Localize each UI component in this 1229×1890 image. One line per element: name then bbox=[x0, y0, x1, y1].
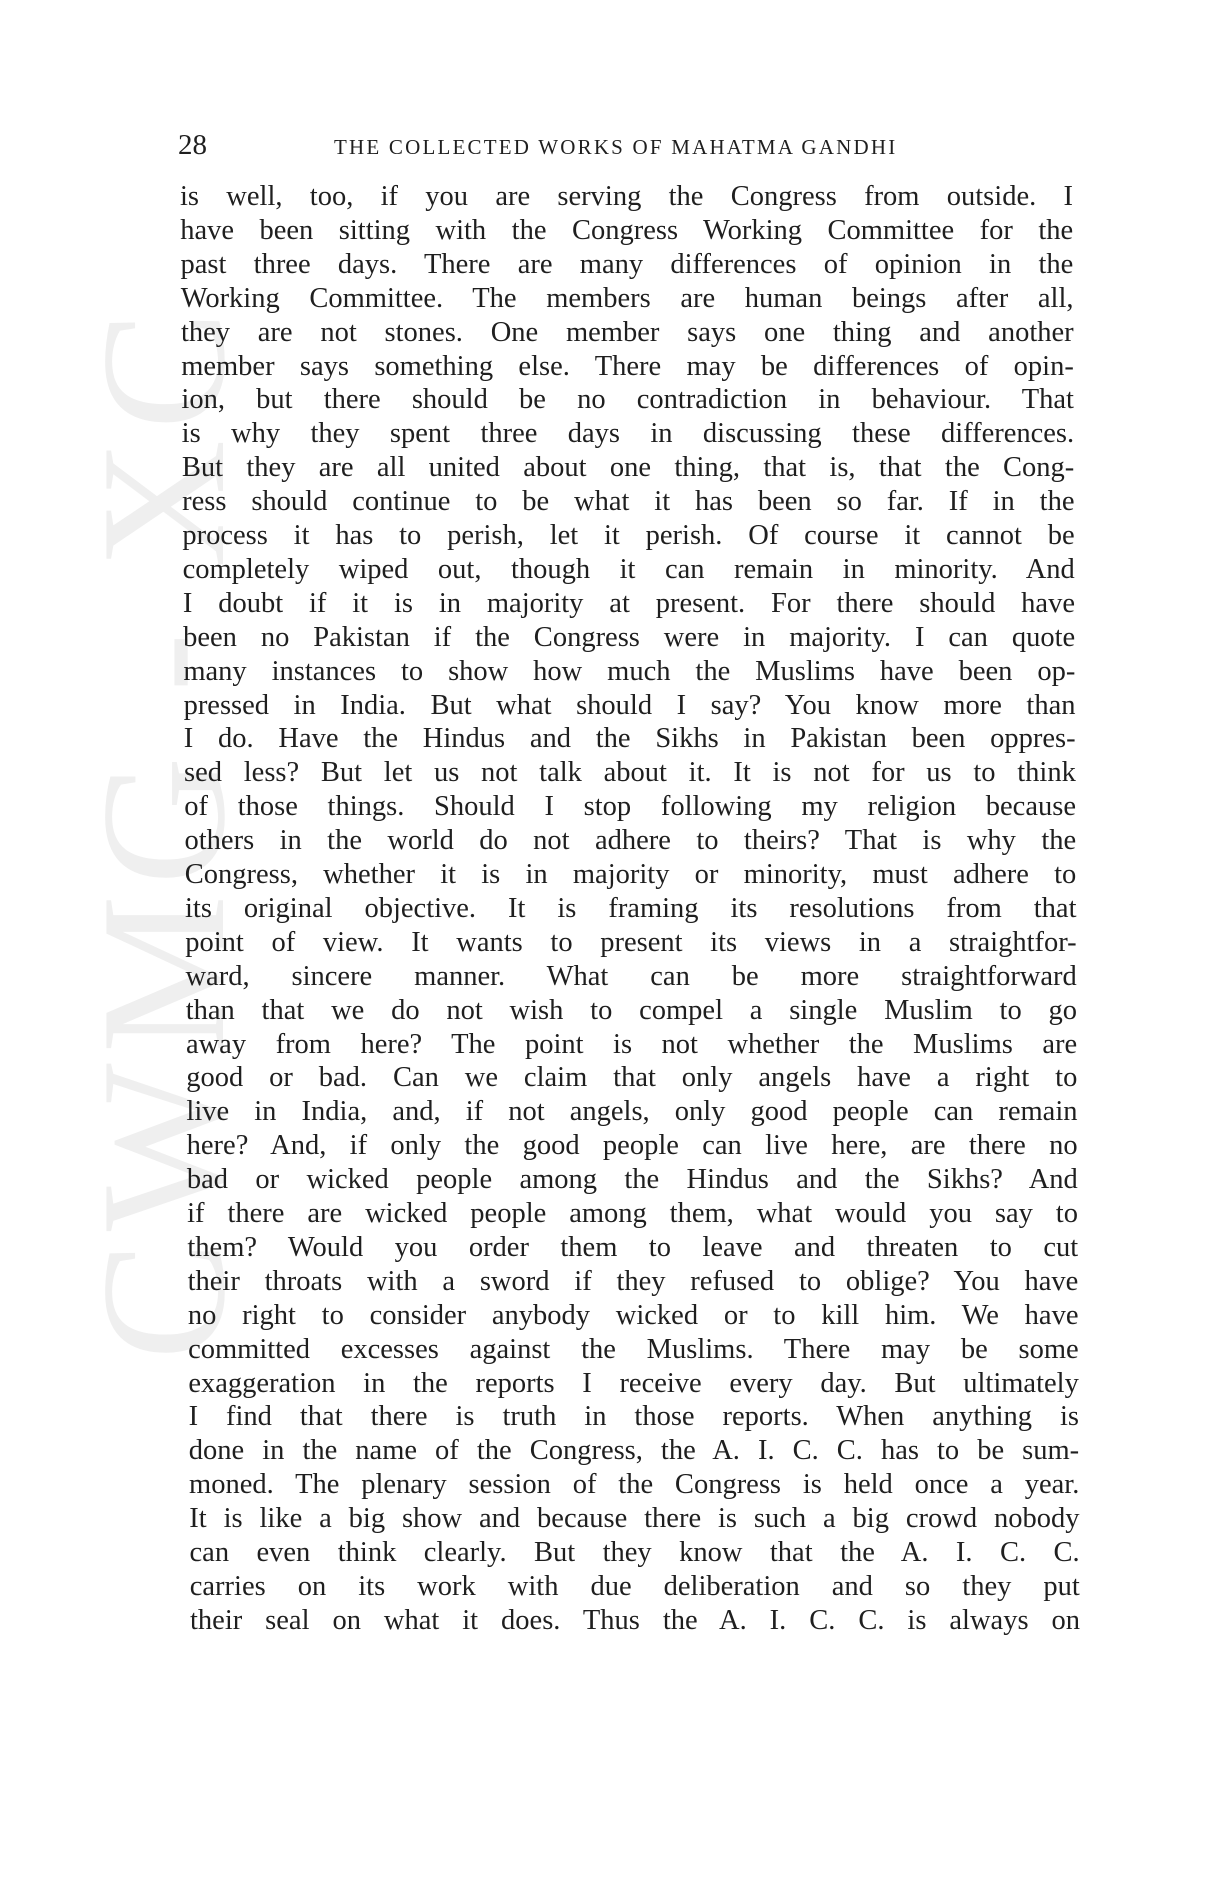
text-line: many instances to show how much the Muslims have been op- bbox=[183, 655, 1076, 687]
text-line: its original objective. It is framing its resolutions from that bbox=[185, 892, 1077, 924]
text-line: Working Committee. The members are human beings after all, bbox=[180, 282, 1074, 314]
text-line: I do. Have the Hindus and the Sikhs in Pakistan been oppres- bbox=[183, 723, 1076, 755]
text-line: process it has to perish, let it perish. Of course it cannot be bbox=[182, 520, 1075, 551]
text-line: no right to consider anybody wicked or to kill him. We have bbox=[187, 1299, 1079, 1331]
text-line: I doubt if it is in majority at present. For there should have bbox=[182, 587, 1075, 619]
text-line: their throats with a sword if they refused to oblige? You have bbox=[187, 1265, 1079, 1297]
text-line: carries on its work with due deliberation and so they put bbox=[189, 1570, 1080, 1602]
text-line: their seal on what it does. Thus the A. I. C. C. is always on bbox=[190, 1604, 1080, 1636]
running-head bbox=[178, 125, 1078, 165]
text-line: can even think clearly. But they know that the A. I. C. C. bbox=[189, 1537, 1080, 1568]
text-line: here? And, if only the good people can live here, are there no bbox=[186, 1130, 1078, 1162]
text-line: moned. The plenary session of the Congress is held once a year. bbox=[189, 1469, 1080, 1501]
text-line: completely wiped out, though it can remain in minority. And bbox=[182, 553, 1075, 585]
text-line: ward, sincere manner. What can be more straightforward bbox=[185, 960, 1077, 992]
text-line: past three days. There are many differences of opinion in the bbox=[180, 248, 1074, 280]
text-line: them? Would you order them to leave and threaten to cut bbox=[187, 1231, 1079, 1263]
text-line: bad or wicked people among the Hindus and the Sikhs? And bbox=[186, 1164, 1078, 1196]
watermark-text: CWMG - XC bbox=[64, 300, 262, 1360]
text-line: member says something else. There may be differences of opin- bbox=[181, 350, 1074, 382]
text-line: It is like a big show and because there is such a big crowd nobody bbox=[189, 1503, 1080, 1535]
book-title: THE COLLECTED WORKS OF MAHATMA GANDHI bbox=[334, 135, 898, 159]
text-line: committed excesses against the Muslims. There may be some bbox=[188, 1333, 1079, 1365]
text-line: away from here? The point is not whether the Muslims are bbox=[185, 1028, 1078, 1060]
text-line: of those things. Should I stop following my religion because bbox=[184, 791, 1076, 823]
text-line: exaggeration in the reports I receive every day. But ultimately bbox=[188, 1367, 1079, 1399]
text-line: sed less? But let us not talk about it. It is not for us to think bbox=[184, 757, 1076, 789]
text-line: point of view. It wants to present its views in a straightfor- bbox=[185, 926, 1077, 958]
text-line: But they are all united about one thing, that is, that the Cong- bbox=[181, 452, 1075, 484]
text-line: I find that there is truth in those reports. When anything is bbox=[188, 1401, 1079, 1433]
page-number: 28 bbox=[178, 129, 207, 161]
text-line: live in India, and, if not angels, only good people can remain bbox=[186, 1096, 1078, 1128]
text-line: others in the world do not adhere to theirs? That is why the bbox=[184, 825, 1077, 857]
text-line: ion, but there should be no contradiction in behaviour. That bbox=[181, 384, 1074, 416]
text-line: is why they spent three days in discussing these differences. bbox=[181, 418, 1075, 450]
text-line: ress should continue to be what it has been so far. If in the bbox=[182, 486, 1075, 518]
text-line: if there are wicked people among them, what would you say to bbox=[187, 1198, 1078, 1229]
text-line: they are not stones. One member says one thing and another bbox=[180, 316, 1074, 348]
text-line: have been sitting with the Congress Working Committee for the bbox=[180, 214, 1074, 246]
text-line: done in the name of the Congress, the A. I. C. C. has to be sum- bbox=[188, 1435, 1080, 1467]
text-line: than that we do not wish to compel a single Muslim to go bbox=[185, 994, 1077, 1026]
text-line: been no Pakistan if the Congress were in majority. I can quote bbox=[183, 621, 1076, 653]
text-line: is well, too, if you are serving the Congress from outside. I bbox=[180, 181, 1073, 212]
text-line: pressed in India. But what should I say? You know more than bbox=[183, 689, 1076, 721]
text-line: good or bad. Can we claim that only angels have a right to bbox=[186, 1062, 1078, 1094]
text-line: Congress, whether it is in majority or minority, must adhere to bbox=[184, 859, 1077, 890]
